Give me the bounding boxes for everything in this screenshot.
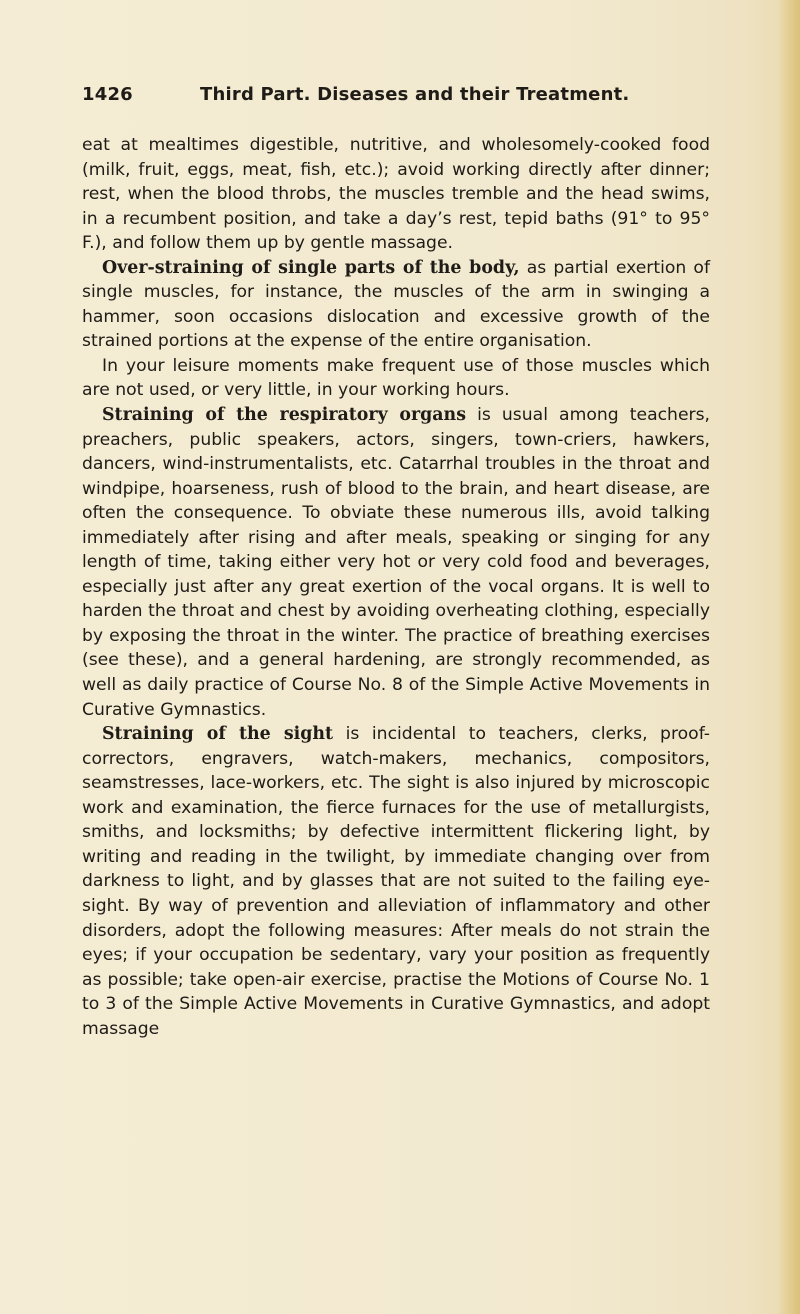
paragraph-text: is incidental to teachers, clerks, proof-correctors, engravers, watch-makers, mechanics, compositors, seamstresses, lace-workers, etc. The sight is also injured by microscopic work and examination, the fierce furnaces for the use of metallurgists, smiths, and locksmiths; by defective intermittent flickering light, by writing and reading in the twilight, by immediate changing over from darkness to light, and by glasses that are not suited to the failing eyesight. By way of prevention and alleviation of inflammatory and other disorders, adopt the following measures: After meals do not strain the eyes; if your occupation be sedentary, vary your position as frequently as possible; take open-air exercise, practise the Motions of Course No. 1 to 3 of the Simple Active Movements in Curative Gymnastics, and adopt massage: [82, 724, 711, 1039]
page-edge-shadow: [778, 0, 800, 1314]
paragraph-text: In your leisure moments make frequent use of those muscles which are not used, or very little, in your working hours.: [82, 355, 710, 401]
paragraph: [82, 256, 710, 354]
paragraph-lead: Straining of the sight: [102, 724, 334, 745]
paragraph: [82, 403, 710, 722]
running-header: [82, 84, 722, 114]
paragraph-lead: Over-straining of single parts of the body,: [102, 257, 520, 278]
paragraph-text: is usual among teachers, preachers, public speakers, actors, singers, town-criers, hawkers, dancers, wind-instrumentalists, etc. Catarrhal troubles in the throat and windpipe, hoarseness, rush of blood to the brain, and heart disease, are often the consequence. To obviate these numerous ills, avoid talking immediately after rising and after meals, speaking or singing for any length of time, taking either very hot or very cold food and beverages, especially just after any great exertion of the vocal organs. It is well to harden the throat and chest by avoiding overheating clothing, especially by exposing the throat in the winter. The practice of breathing exercises (see these), and a general hardening, are strongly recommended, as well as daily practice of Course No. 8 of the Simple Active Movements in Curative Gymnastics.: [82, 405, 710, 720]
running-title: Third Part. Diseases and their Treatment.: [200, 84, 630, 105]
paragraph-text: eat at mealtimes digestible, nutritive, and wholesomely-cooked food (milk, fruit, eggs, meat, fish, etc.); avoid working directly after dinner; rest, when the blood throbs, the muscles tremble and the head swims, in a recumbent position, and take a day’s rest, tepid baths (91° to 95° F.), and follow them up by gentle massage.: [82, 135, 710, 254]
body-text: [82, 133, 710, 1041]
paragraph: [82, 354, 710, 403]
paragraph: [82, 722, 710, 1041]
paragraph-text: as partial exertion of single muscles, for instance, the muscles of the arm in swinging a hammer, soon occasions dislocation and excessive growth of the strained portions at the expense of the entire organisation.: [82, 257, 711, 352]
page-number: 1426: [82, 84, 133, 105]
paragraph: [82, 133, 710, 256]
paragraph-lead: Straining of the respiratory organs: [102, 405, 466, 426]
